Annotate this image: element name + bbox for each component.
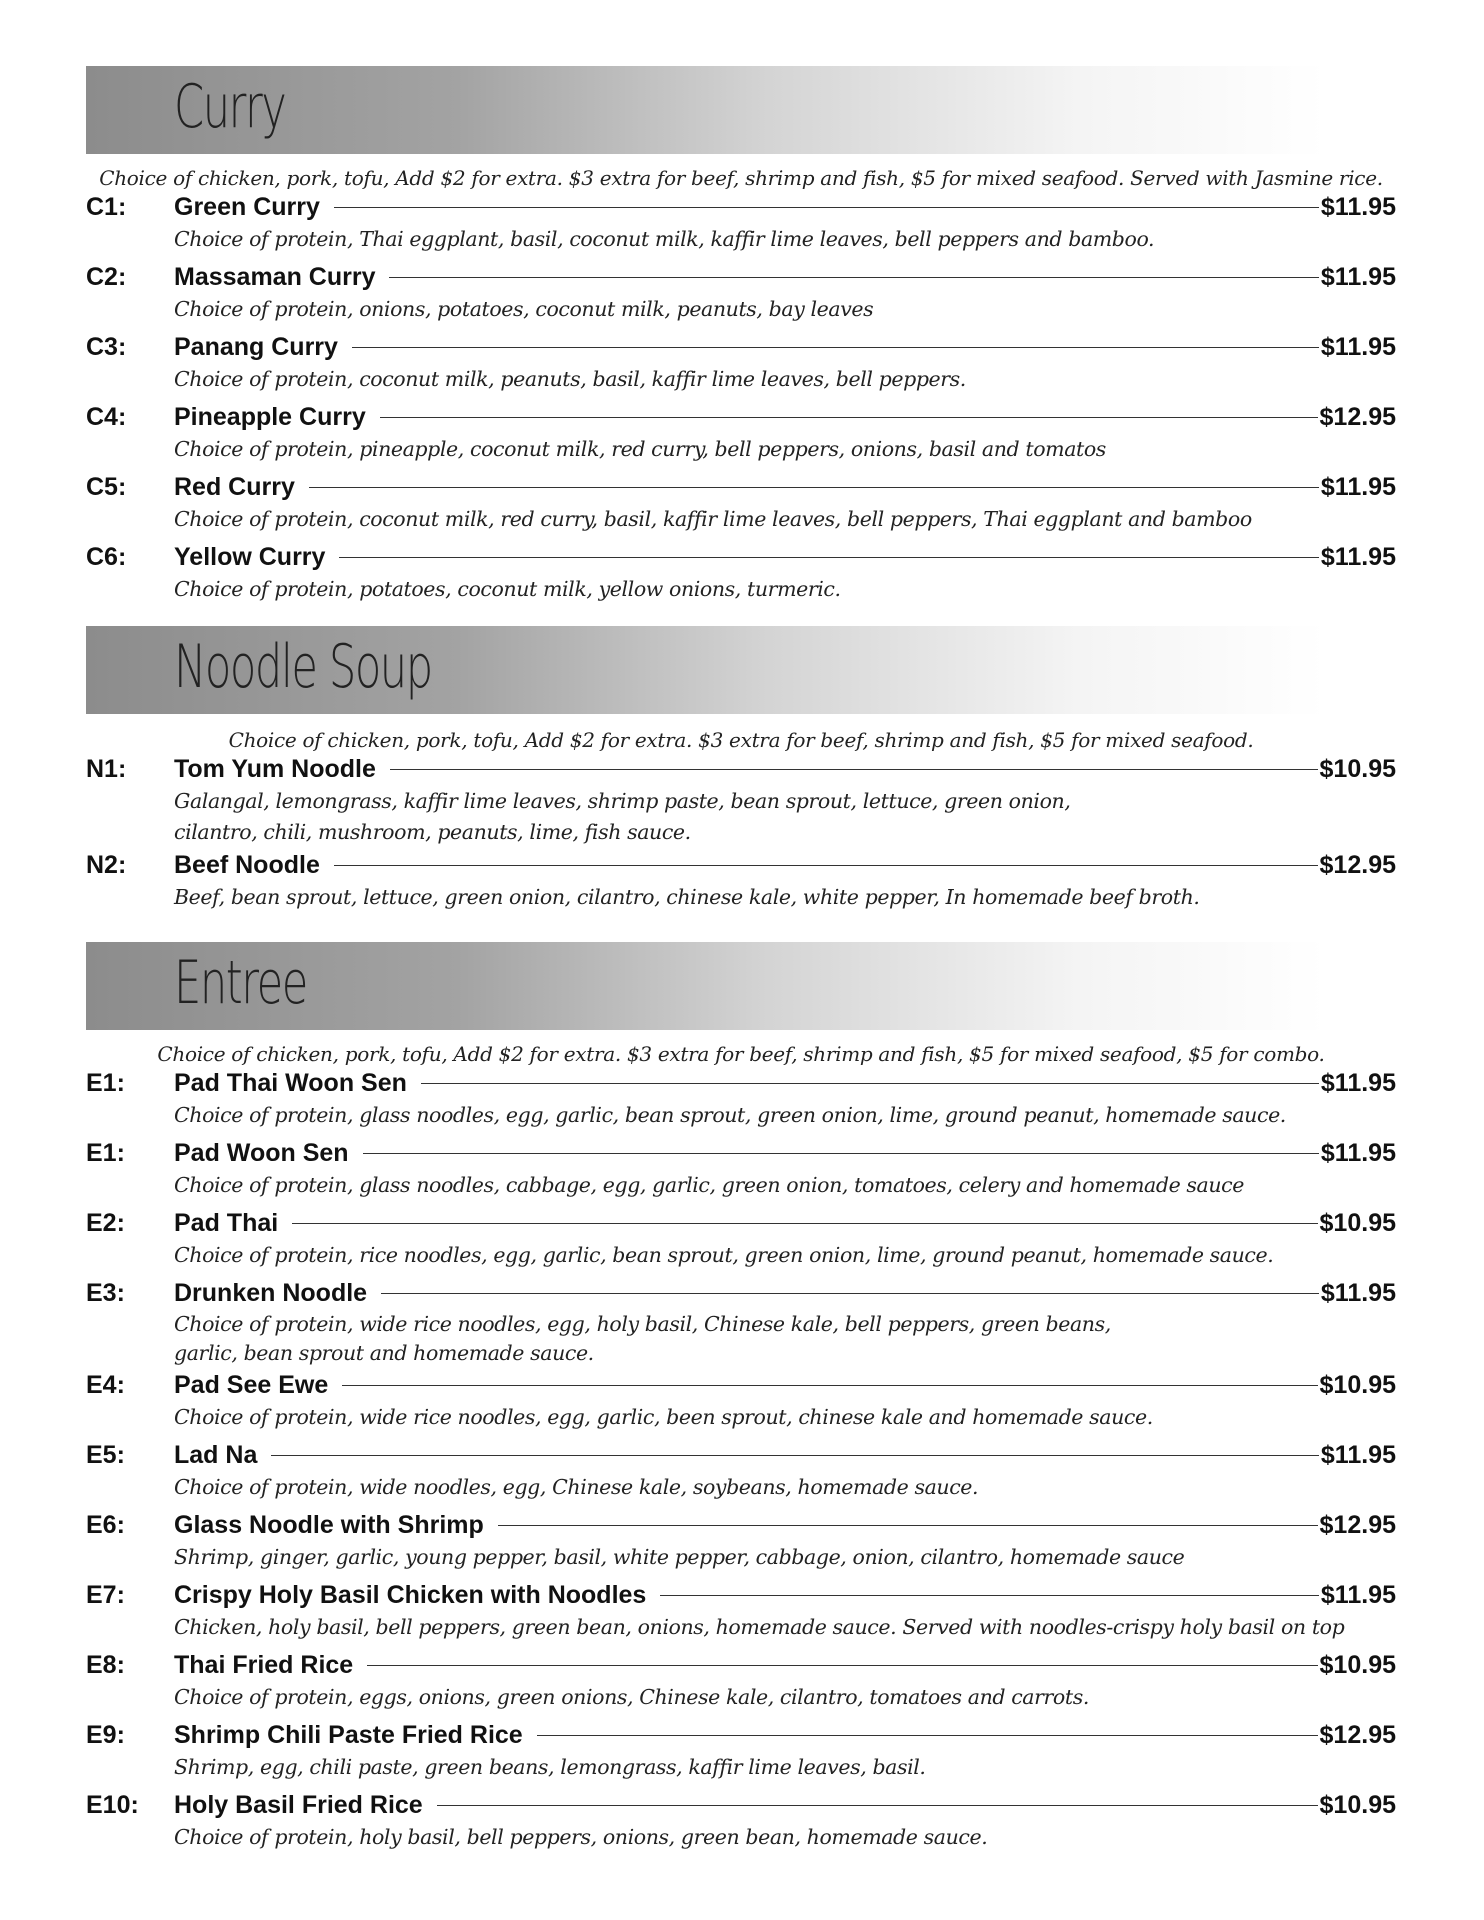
entree-section [86, 942, 1396, 1858]
item-code: C6: [86, 542, 127, 571]
item-price: $11.95 [1320, 1068, 1396, 1097]
item-code: E4: [86, 1370, 125, 1399]
leader-line [421, 1083, 1319, 1084]
menu-items [86, 1066, 1396, 1858]
item-price: $10.95 [1319, 1790, 1396, 1819]
menu-item [86, 1788, 1396, 1858]
item-description [174, 294, 1396, 330]
description-line: Choice of protein, onions, potatoes, coconut milk, peanuts, bay leaves [174, 297, 874, 321]
menu-item [86, 1648, 1396, 1718]
menu-item [86, 1136, 1396, 1206]
item-price: $10.95 [1319, 754, 1396, 783]
item-description [174, 574, 1396, 610]
item-description [174, 434, 1396, 470]
item-name: Pad Woon Sen [174, 1138, 349, 1167]
leader-line [363, 1153, 1319, 1154]
item-description [174, 1612, 1396, 1648]
item-description [174, 504, 1396, 540]
item-code: E9: [86, 1720, 125, 1749]
item-code: E7: [86, 1580, 125, 1609]
description-line: garlic, bean sprout and homemade sauce. [174, 1341, 594, 1365]
menu-item [86, 470, 1396, 540]
leader-line [390, 769, 1318, 770]
description-line: cilantro, chili, mushroom, peanuts, lime, fish sauce. [174, 820, 691, 844]
menu-item [86, 1508, 1396, 1578]
description-line: Choice of protein, coconut milk, red curry, basil, kaffir lime leaves, bell peppers, Thai eggplant and bamboo [174, 507, 1252, 531]
section-title: Entree [174, 948, 307, 1018]
item-description [174, 1170, 1396, 1206]
leader-line [334, 865, 1318, 866]
description-line: Choice of protein, eggs, onions, green onions, Chinese kale, cilantro, tomatoes and carrots. [174, 1685, 1089, 1709]
item-name: Green Curry [174, 192, 320, 221]
description-line: Galangal, lemongrass, kaffir lime leaves, shrimp paste, bean sprout, lettuce, green onion, [174, 789, 1071, 813]
menu-items [86, 190, 1396, 610]
item-description [174, 1310, 1396, 1368]
item-code: E3: [86, 1278, 125, 1307]
section-title: Curry [174, 72, 286, 142]
leader-line [352, 347, 1319, 348]
item-code: E6: [86, 1510, 125, 1539]
description-line: Choice of protein, glass noodles, cabbage, egg, garlic, green onion, tomatoes, celery and homemade sauce [174, 1173, 1244, 1197]
item-code: N2: [86, 850, 127, 879]
item-name: Yellow Curry [174, 542, 326, 571]
item-code: E1: [86, 1068, 125, 1097]
menu-item [86, 260, 1396, 330]
description-line: Choice of protein, coconut milk, peanuts, basil, kaffir lime leaves, bell peppers. [174, 367, 966, 391]
menu-item [86, 330, 1396, 400]
menu-item [86, 190, 1396, 260]
item-price: $11.95 [1320, 1440, 1396, 1469]
description-line: Choice of protein, potatoes, coconut milk, yellow onions, turmeric. [174, 577, 841, 601]
item-description [174, 1472, 1396, 1508]
item-price: $12.95 [1319, 1510, 1396, 1539]
item-price: $11.95 [1320, 1580, 1396, 1609]
item-code: C5: [86, 472, 127, 501]
item-name: Lad Na [174, 1440, 258, 1469]
section-banner [86, 626, 1326, 714]
description-line: Chicken, holy basil, bell peppers, green bean, onions, homemade sauce. Served with noodles-crispy holy basil on top [174, 1615, 1345, 1639]
item-name: Pineapple Curry [174, 402, 366, 431]
menu-item [86, 752, 1396, 848]
section-intro: Choice of chicken, pork, tofu, Add $2 for extra. $3 extra for beef, shrimp and fish, $5 for mixed seafood, $5 for combo. [157, 1042, 1325, 1066]
item-name: Holy Basil Fried Rice [174, 1790, 423, 1819]
item-name: Pad Thai [174, 1208, 279, 1237]
leader-line [537, 1735, 1318, 1736]
item-code: E5: [86, 1440, 125, 1469]
item-code: N1: [86, 754, 127, 783]
item-description [174, 1822, 1396, 1858]
item-price: $11.95 [1320, 262, 1396, 291]
item-description [174, 1752, 1396, 1788]
item-code: C1: [86, 192, 127, 221]
item-price: $11.95 [1320, 1138, 1396, 1167]
leader-line [309, 487, 1319, 488]
item-price: $12.95 [1319, 1720, 1396, 1749]
menu-item [86, 1718, 1396, 1788]
section-banner [86, 66, 1326, 154]
description-line: Choice of protein, glass noodles, egg, garlic, bean sprout, green onion, lime, ground peanut, homemade sauce. [174, 1103, 1286, 1127]
leader-line [367, 1665, 1317, 1666]
noodle-soup-section [86, 626, 1396, 918]
description-line: Beef, bean sprout, lettuce, green onion, cilantro, chinese kale, white pepper, In homemade beef broth. [174, 885, 1200, 909]
description-line: Choice of protein, Thai eggplant, basil, coconut milk, kaffir lime leaves, bell peppers and bamboo. [174, 227, 1155, 251]
item-name: Panang Curry [174, 332, 338, 361]
leader-line [380, 417, 1318, 418]
menu-item [86, 540, 1396, 610]
item-name: Crispy Holy Basil Chicken with Noodles [174, 1580, 647, 1609]
section-intro: Choice of chicken, pork, tofu, Add $2 for extra. $3 extra for beef, shrimp and fish, $5 for mixed seafood. Served with Jasmine rice. [99, 166, 1383, 190]
description-line: Choice of protein, rice noodles, egg, garlic, bean sprout, green onion, lime, ground peanut, homemade sauce. [174, 1243, 1274, 1267]
item-price: $11.95 [1320, 472, 1396, 501]
description-line: Choice of protein, wide rice noodles, egg, garlic, been sprout, chinese kale and homemade sauce. [174, 1405, 1153, 1429]
item-description [174, 1240, 1396, 1276]
menu-item [86, 400, 1396, 470]
item-description [174, 1682, 1396, 1718]
item-code: E1: [86, 1138, 125, 1167]
item-code: C2: [86, 262, 127, 291]
item-price: $10.95 [1319, 1650, 1396, 1679]
item-name: Pad See Ewe [174, 1370, 329, 1399]
description-line: Choice of protein, holy basil, bell peppers, onions, green bean, homemade sauce. [174, 1825, 988, 1849]
item-name: Beef Noodle [174, 850, 320, 879]
section-title: Noodle Soup [174, 632, 432, 702]
menu-item [86, 1368, 1396, 1438]
menu-item [86, 1066, 1396, 1136]
item-name: Thai Fried Rice [174, 1650, 354, 1679]
item-price: $11.95 [1320, 542, 1396, 571]
leader-line [339, 557, 1318, 558]
item-price: $10.95 [1319, 1370, 1396, 1399]
item-price: $12.95 [1319, 402, 1396, 431]
leader-line [660, 1595, 1319, 1596]
section-intro: Choice of chicken, pork, tofu, Add $2 for extra. $3 extra for beef, shrimp and fish, $5 for mixed seafood. [228, 728, 1254, 752]
leader-line [498, 1525, 1318, 1526]
item-description [174, 882, 1396, 918]
item-code: C4: [86, 402, 127, 431]
item-price: $11.95 [1320, 1278, 1396, 1307]
item-description [174, 786, 1396, 848]
leader-line [271, 1455, 1319, 1456]
description-line: Shrimp, egg, chili paste, green beans, lemongrass, kaffir lime leaves, basil. [174, 1755, 926, 1779]
item-code: E10: [86, 1790, 139, 1819]
leader-line [437, 1805, 1318, 1806]
description-line: Choice of protein, wide noodles, egg, Chinese kale, soybeans, homemade sauce. [174, 1475, 979, 1499]
leader-line [292, 1223, 1317, 1224]
menu-item [86, 1276, 1396, 1368]
leader-line [334, 207, 1319, 208]
leader-line [389, 277, 1318, 278]
item-name: Glass Noodle with Shrimp [174, 1510, 484, 1539]
item-name: Tom Yum Noodle [174, 754, 376, 783]
menu-item [86, 848, 1396, 918]
item-name: Shrimp Chili Paste Fried Rice [174, 1720, 523, 1749]
item-name: Pad Thai Woon Sen [174, 1068, 407, 1097]
item-code: C3: [86, 332, 127, 361]
menu-item [86, 1578, 1396, 1648]
menu-item [86, 1438, 1396, 1508]
item-code: E2: [86, 1208, 125, 1237]
section-banner [86, 942, 1326, 1030]
item-description [174, 1402, 1396, 1438]
item-name: Red Curry [174, 472, 295, 501]
leader-line [342, 1385, 1317, 1386]
curry-section [86, 66, 1396, 610]
description-line: Choice of protein, pineapple, coconut milk, red curry, bell peppers, onions, basil and tomatos [174, 437, 1106, 461]
item-description [174, 364, 1396, 400]
item-description [174, 1100, 1396, 1136]
description-line: Choice of protein, wide rice noodles, egg, holy basil, Chinese kale, bell peppers, green beans, [174, 1312, 1111, 1336]
item-price: $12.95 [1319, 850, 1396, 879]
leader-line [381, 1293, 1319, 1294]
item-price: $10.95 [1319, 1208, 1396, 1237]
menu-item [86, 1206, 1396, 1276]
item-code: E8: [86, 1650, 125, 1679]
item-price: $11.95 [1320, 332, 1396, 361]
description-line: Shrimp, ginger, garlic, young pepper, basil, white pepper, cabbage, onion, cilantro, homemade sauce [174, 1545, 1185, 1569]
menu-items [86, 752, 1396, 918]
item-description [174, 1542, 1396, 1578]
item-name: Drunken Noodle [174, 1278, 368, 1307]
item-description [174, 224, 1396, 260]
item-price: $11.95 [1320, 192, 1396, 221]
item-name: Massaman Curry [174, 262, 376, 291]
